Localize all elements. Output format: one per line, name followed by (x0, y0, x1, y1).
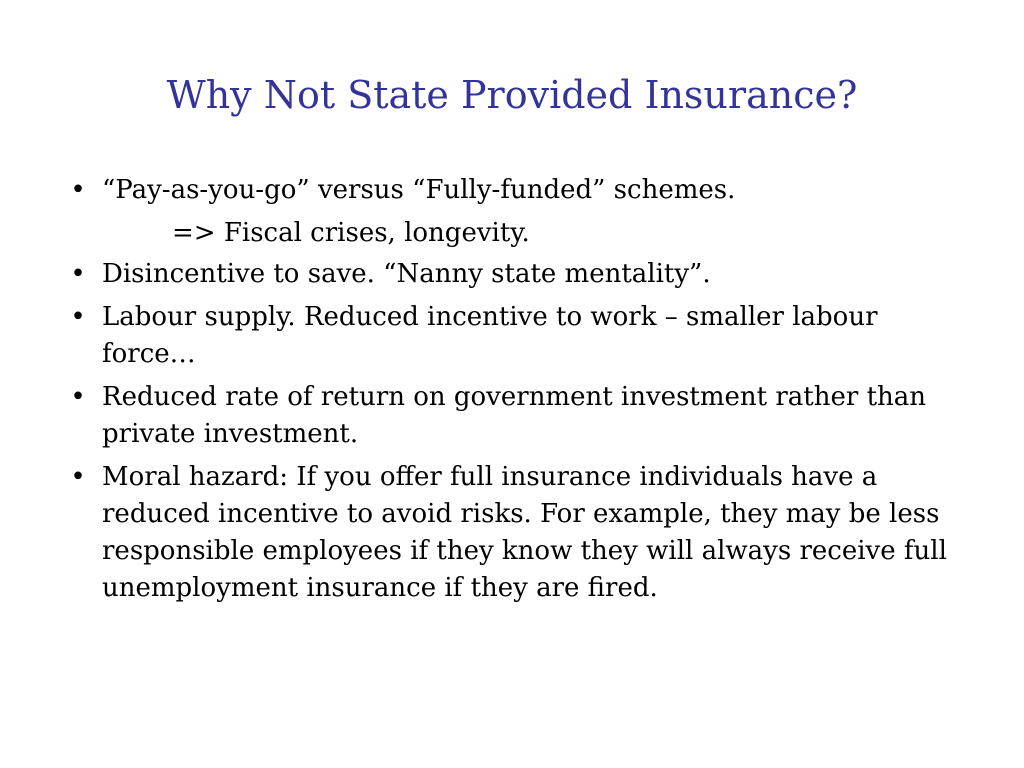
bullet-item-moral-hazard (68, 459, 968, 607)
bullet-item-rate-of-return (68, 379, 968, 453)
bullet-item-pay-as-you-go (68, 172, 968, 209)
bullet-text: Reduced rate of return on government investment rather than private investment. (102, 382, 927, 449)
bullet-text: Moral hazard: If you offer full insurance individuals have a reduced incentive to avoid risks. For example, they may be less responsible employees if they know they will always receive full unemployment insurance if they are fired. (102, 462, 947, 603)
bullet-item-labour-supply (68, 299, 968, 373)
sub-point-text: => Fiscal crises, longevity. (172, 218, 530, 248)
bullet-dot-icon: • (70, 259, 86, 289)
sub-point-fiscal-crises (68, 215, 968, 252)
bullet-dot-icon: • (70, 302, 86, 332)
bullet-dot-icon: • (70, 382, 86, 412)
bullet-text: “Pay-as-you-go” versus “Fully-funded” schemes. (102, 175, 736, 205)
bullet-dot-icon: • (70, 175, 86, 205)
bullet-dot-icon: • (70, 462, 86, 492)
bullet-text: Labour supply. Reduced incentive to work – smaller labour force… (102, 302, 878, 369)
bullet-list (68, 172, 968, 613)
bullet-text: Disincentive to save. “Nanny state mentality”. (102, 259, 711, 289)
slide-title: Why Not State Provided Insurance? (166, 73, 858, 117)
bullet-item-disincentive (68, 256, 968, 293)
